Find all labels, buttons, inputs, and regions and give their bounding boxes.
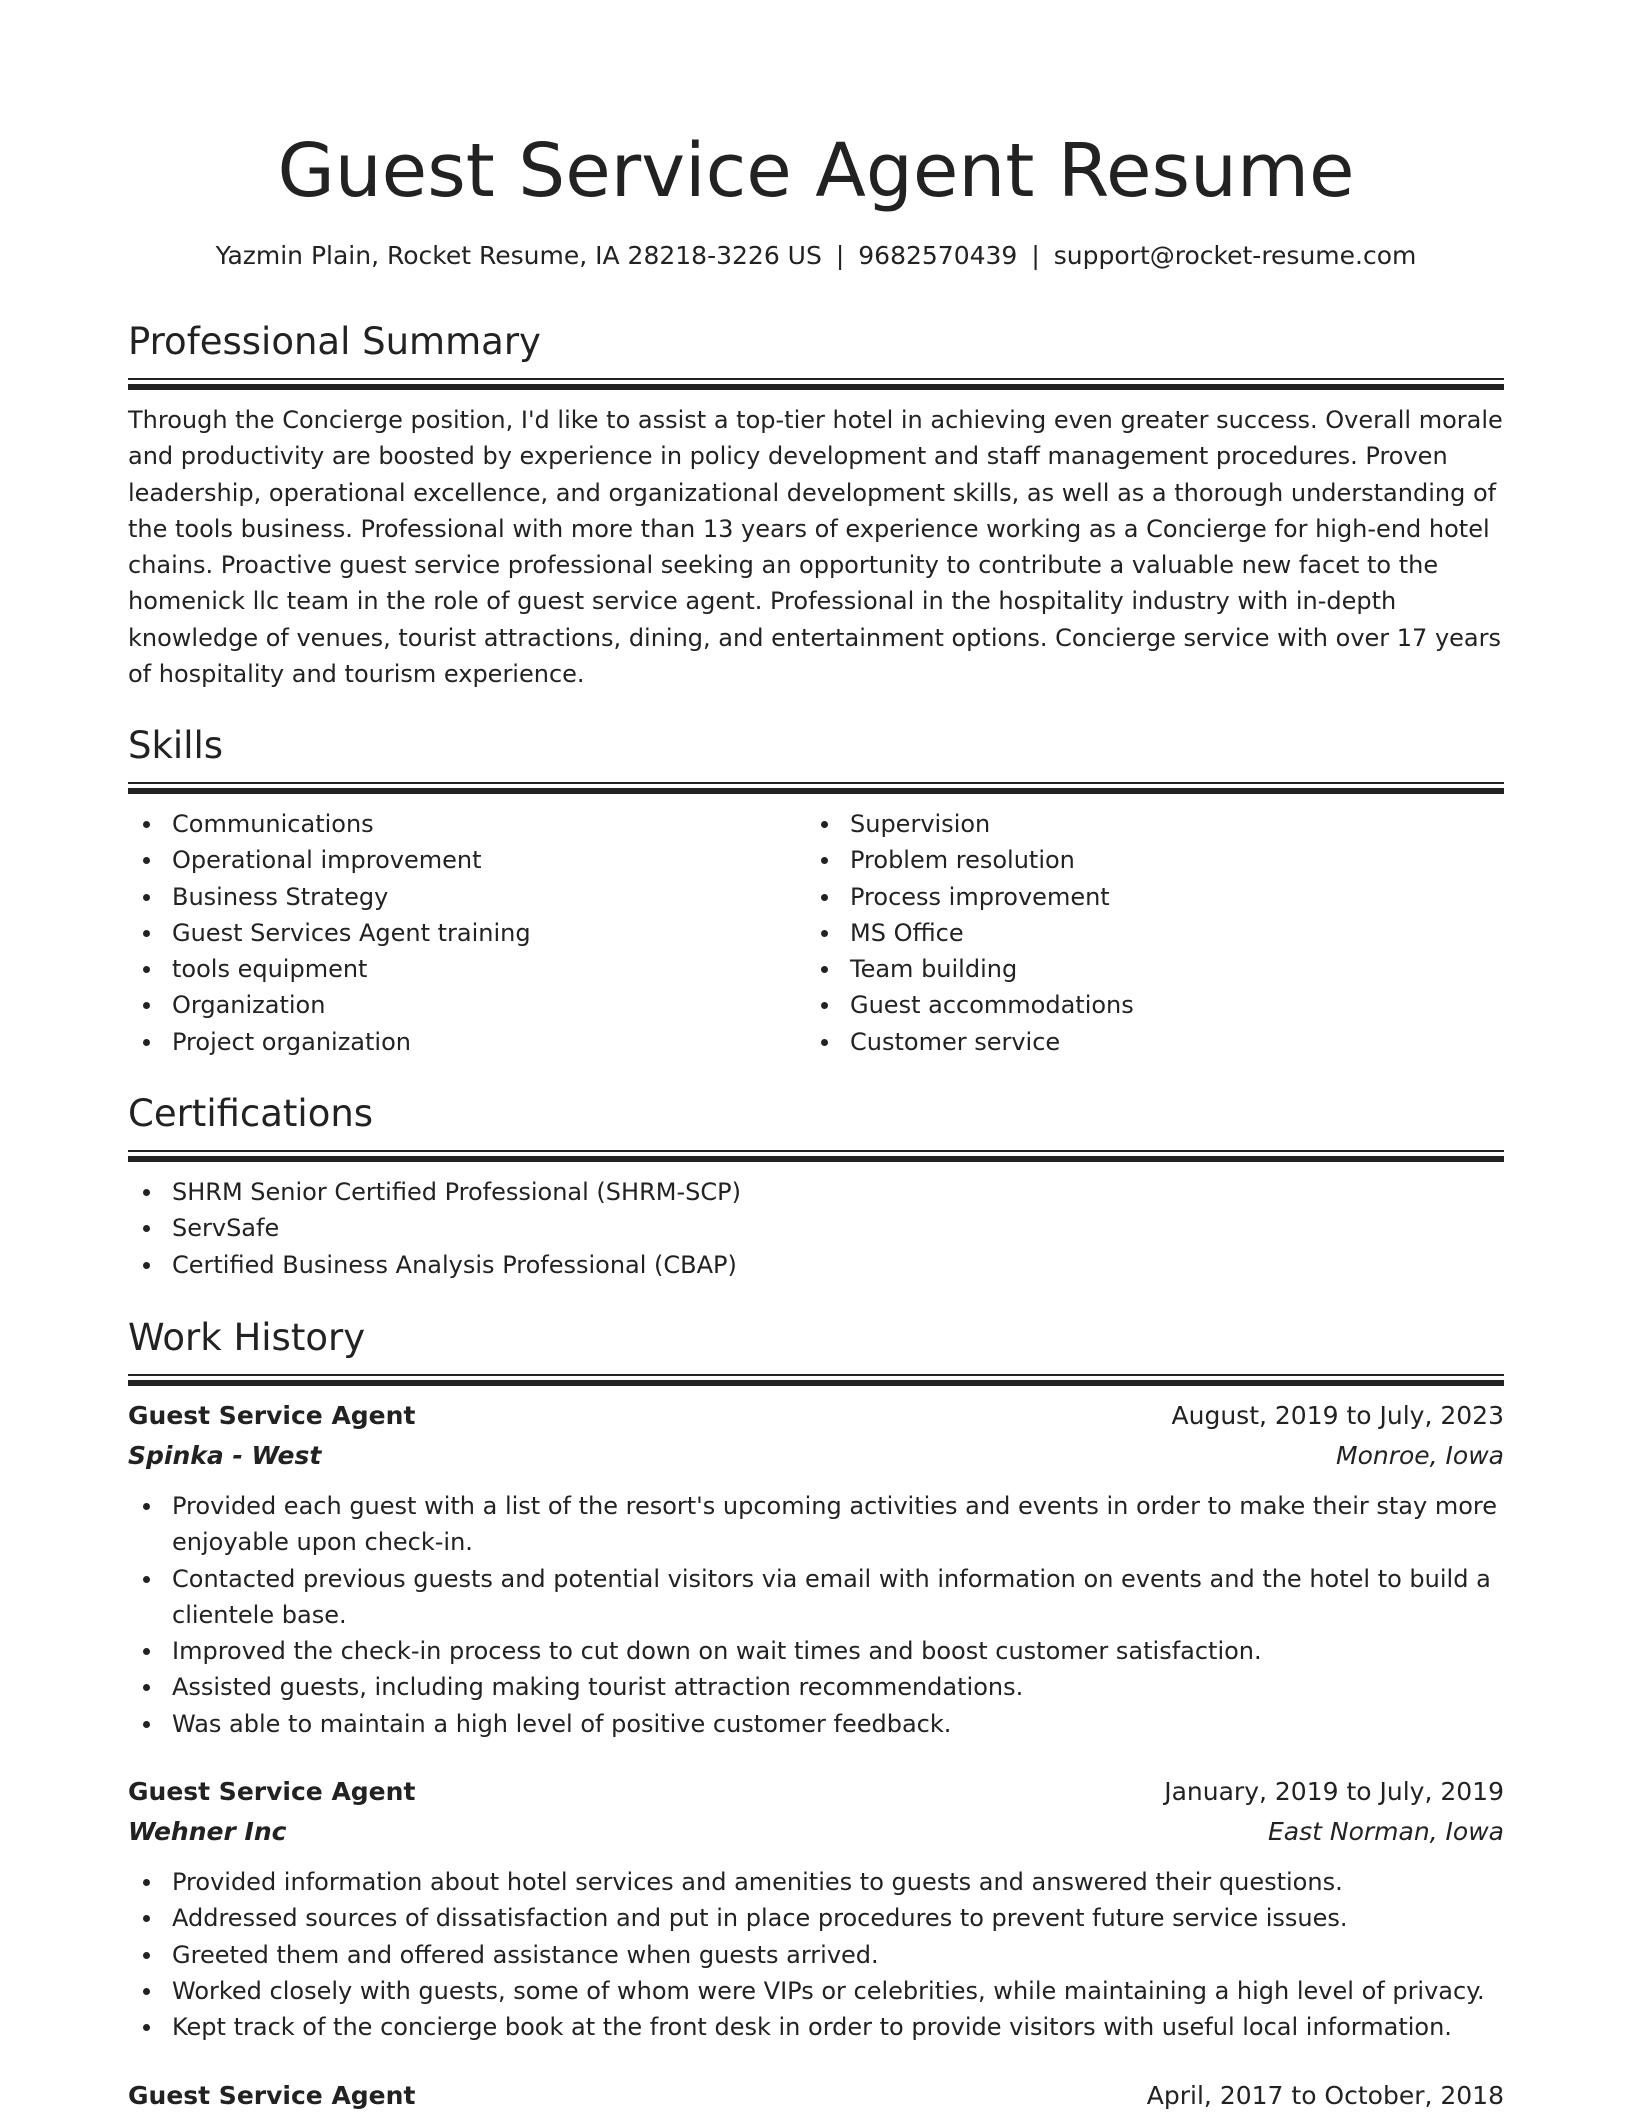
bullet-icon [143, 1988, 150, 1995]
section-divider [128, 1150, 1504, 1160]
job-title: Guest Service Agent [128, 1401, 416, 1430]
summary-heading: Professional Summary [128, 320, 541, 363]
contact-separator: | [1031, 241, 1040, 270]
job-dates: August, 2019 to July, 2023 [1171, 1401, 1504, 1430]
job-duty: Kept track of the concierge book at the front desk in order to provide visitors with useful local information. [128, 2009, 1504, 2045]
section-divider [128, 782, 1504, 792]
bullet-icon [821, 894, 828, 901]
skill-item: Guest accommodations [806, 987, 1484, 1023]
bullet-icon [143, 1684, 150, 1691]
skill-item: Business Strategy [128, 879, 806, 915]
job-header-row [128, 1396, 1504, 1436]
job-header-row [128, 1772, 1504, 1812]
bullet-icon [821, 857, 828, 864]
certification-item: Certified Business Analysis Professional (CBAP) [128, 1247, 1504, 1283]
skill-item: Organization [128, 987, 806, 1023]
bullet-icon [143, 1225, 150, 1232]
bullet-icon [143, 857, 150, 864]
bullet-icon [821, 1002, 828, 1009]
job-title: Guest Service Agent [128, 1777, 416, 1807]
bullet-icon [143, 1503, 150, 1510]
bullet-icon [143, 2024, 150, 2031]
bullet-icon [143, 966, 150, 973]
skill-item: Customer service [806, 1024, 1484, 1060]
work-history-section [128, 1314, 1504, 2116]
job-duty: Provided each guest with a list of the resort's upcoming activities and events in order to make their stay more enjoyable upon check-in. [128, 1488, 1504, 1561]
contact-separator: | [835, 241, 845, 270]
bullet-icon [143, 821, 150, 828]
resume-title: Guest Service Agent Resume [277, 128, 1355, 214]
job-dates: April, 2017 to October, 2018 [1146, 2080, 1504, 2110]
bullet-icon [143, 1189, 150, 1196]
skill-item: tools equipment [128, 951, 806, 987]
contact-email: support@rocket-resume.com [1053, 241, 1417, 270]
bullet-icon [143, 1576, 150, 1583]
job-entry [128, 1772, 1504, 2045]
skill-item: Guest Services Agent training [128, 915, 806, 951]
bullet-icon [143, 894, 150, 901]
skill-item: Supervision [806, 806, 1484, 842]
contact-address: Yazmin Plain, Rocket Resume, IA 28218-3226 US [215, 241, 822, 270]
job-duty: Addressed sources of dissatisfaction and put in place procedures to prevent future service issues. [128, 1900, 1504, 1936]
job-entry [128, 1396, 1504, 1742]
work-history-heading: Work History [128, 1316, 366, 1359]
bullet-icon [821, 821, 828, 828]
job-company-row [128, 1812, 1504, 1852]
skill-item: Project organization [128, 1024, 806, 1060]
contact-phone: 9682570439 [858, 241, 1018, 270]
job-duty: Assisted guests, including making tourist attraction recommendations. [128, 1669, 1504, 1705]
contact-line [128, 238, 1504, 274]
job-entry [128, 2076, 1504, 2116]
job-duties-list [128, 1488, 1504, 1742]
bullet-icon [821, 930, 828, 937]
bullet-icon [143, 1648, 150, 1655]
certifications-list [128, 1174, 1504, 1283]
certifications-heading: Certifications [128, 1092, 374, 1135]
certification-item: ServSafe [128, 1210, 1504, 1246]
bullet-icon [143, 1952, 150, 1959]
job-duty: Improved the check-in process to cut down on wait times and boost customer satisfaction. [128, 1633, 1504, 1669]
bullet-icon [143, 1262, 150, 1269]
job-location: Monroe, Iowa [1336, 1441, 1504, 1470]
job-dates: January, 2019 to July, 2019 [1164, 1777, 1504, 1807]
job-company: Wehner Inc [128, 1817, 287, 1847]
job-duty: Contacted previous guests and potential visitors via email with information on events and the hotel to build a clientele base. [128, 1561, 1504, 1634]
bullet-icon [143, 1879, 150, 1886]
skill-item: Operational improvement [128, 842, 806, 878]
skill-item: MS Office [806, 915, 1484, 951]
section-divider [128, 1374, 1504, 1384]
job-location: East Norman, Iowa [1267, 1817, 1504, 1847]
skills-grid [128, 806, 1504, 1060]
job-duty: Greeted them and offered assistance when guests arrived. [128, 1937, 1504, 1973]
job-duty: Provided information about hotel services and amenities to guests and answered their questions. [128, 1864, 1504, 1900]
skills-heading: Skills [128, 724, 224, 767]
bullet-icon [143, 1002, 150, 1009]
job-duty: Worked closely with guests, some of whom were VIPs or celebrities, while maintaining a high level of privacy. [128, 1973, 1504, 2009]
bullet-icon [143, 1039, 150, 1046]
job-header-row [128, 2076, 1504, 2116]
skill-item: Problem resolution [806, 842, 1484, 878]
job-duties-list [128, 1864, 1504, 2045]
skills-list-left [128, 806, 806, 1060]
job-company-row [128, 1436, 1504, 1476]
section-divider [128, 378, 1504, 388]
summary-text: Through the Concierge position, I'd like to assist a top-tier hotel in achieving even greater success. Overall morale and productivity are boosted by experience in policy development and staff management procedures. Proven leadership, operational excellence, and organizational development skills, as well as a thorough understanding of the tools business. Professional with more than 13 years of experience working as a Concierge for high-end hotel chains. Proactive guest service professional seeking an opportunity to contribute a valuable new facet to the homenick llc team in the role of guest service agent. Professional in the hospitality industry with in-depth knowledge of venues, tourist attractions, dining, and entertainment options. Concierge service with over 17 years of hospitality and tourism experience. [128, 406, 1503, 689]
bullet-icon [143, 1721, 150, 1728]
certifications-section [128, 1090, 1504, 1283]
bullet-icon [821, 1039, 828, 1046]
bullet-icon [821, 966, 828, 973]
job-title: Guest Service Agent [128, 2080, 416, 2110]
bullet-icon [143, 1915, 150, 1922]
bullet-icon [143, 930, 150, 937]
job-company: Spinka - West [128, 1441, 322, 1470]
skills-section [128, 722, 1504, 1060]
job-duty: Was able to maintain a high level of positive customer feedback. [128, 1706, 1504, 1742]
summary-section [128, 318, 1504, 692]
skills-list-right [806, 806, 1484, 1060]
skill-item: Communications [128, 806, 806, 842]
skill-item: Process improvement [806, 879, 1484, 915]
skill-item: Team building [806, 951, 1484, 987]
certification-item: SHRM Senior Certified Professional (SHRM-SCP) [128, 1174, 1504, 1210]
